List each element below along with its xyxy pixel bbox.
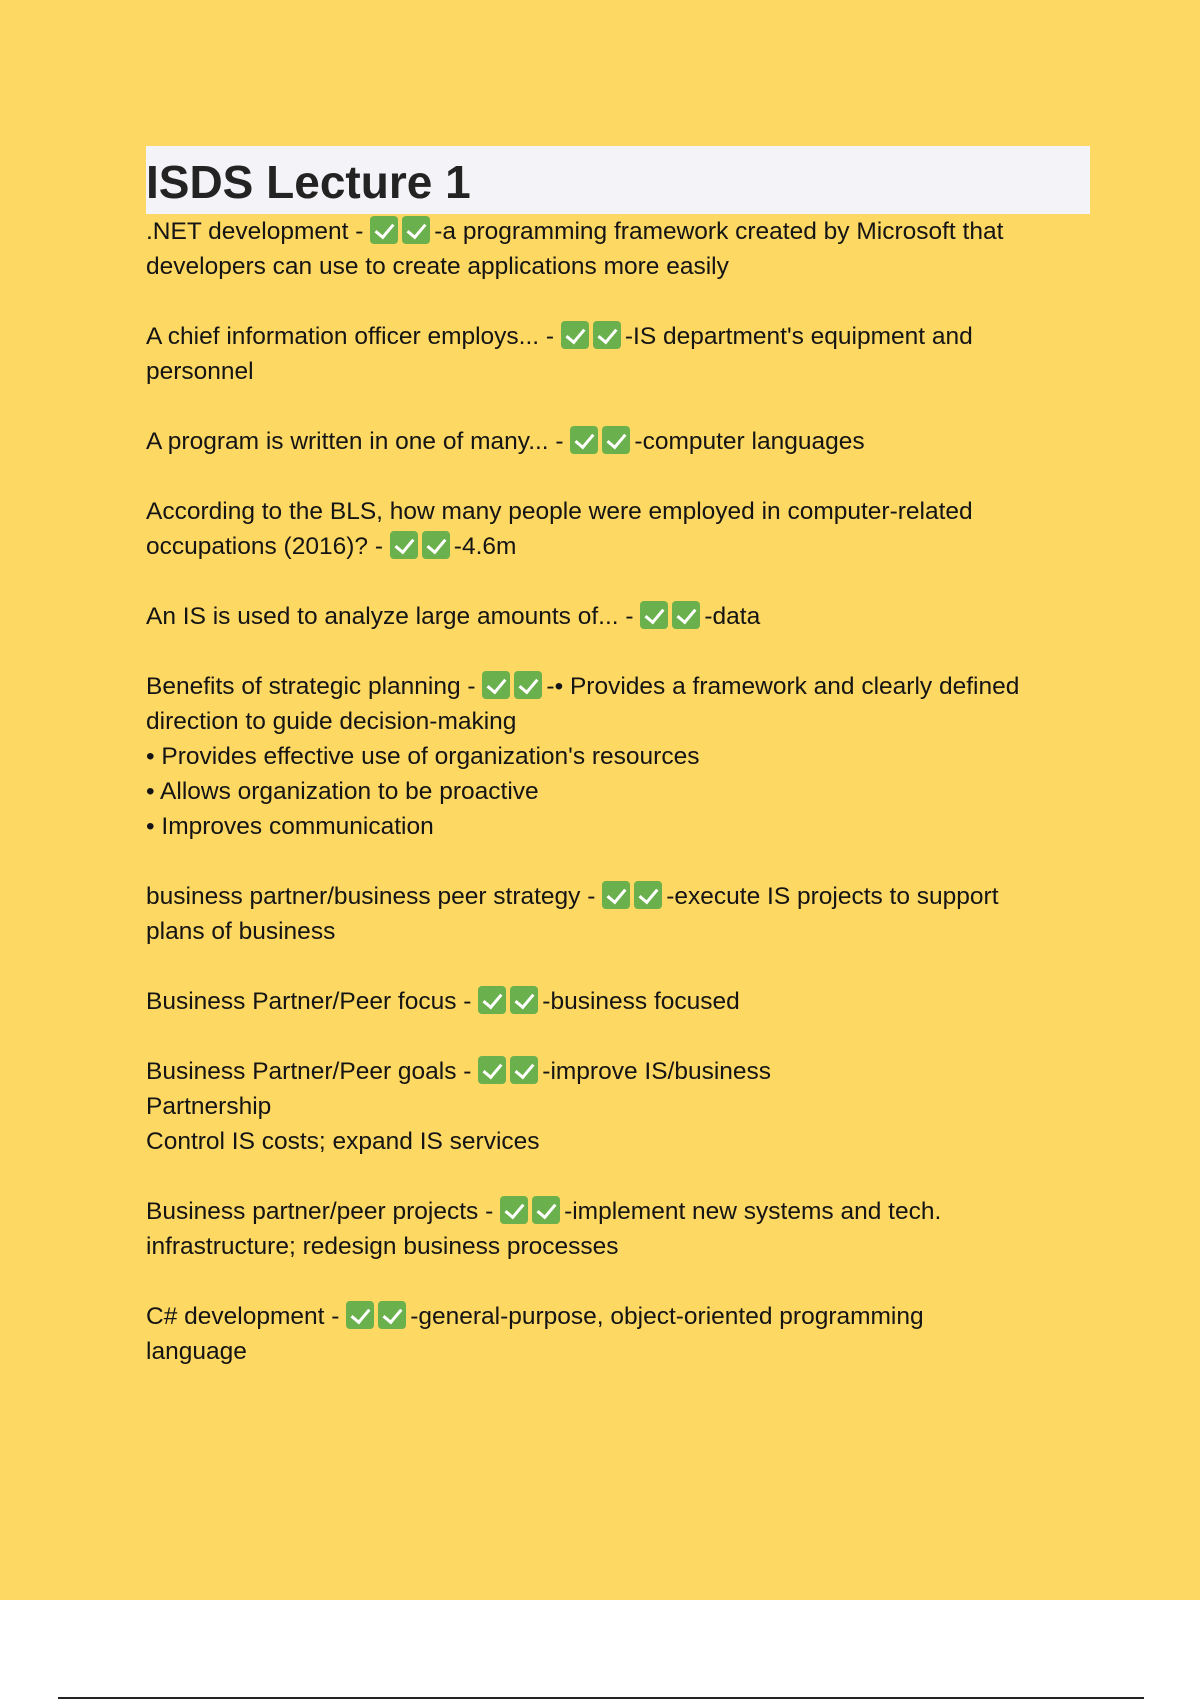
entry-answer-line: direction to guide decision-making [146,708,517,735]
answer-marker [500,1194,564,1229]
check-mark-icon [378,1301,406,1329]
entry-answer-line: implement new systems and tech. [572,1198,942,1225]
flashcard-entry [146,879,1090,949]
entry-answer-line: developers can use to create applications more easily [146,253,729,280]
flashcard-entry [146,669,1090,844]
check-mark-icon [478,986,506,1014]
entry-term: An IS is used to analyze large amounts of... - [146,603,641,630]
entry-answer-line: infrastructure; redesign business processes [146,1233,619,1260]
answer-separator: - [542,988,551,1015]
check-mark-icon [532,1196,560,1224]
check-mark-icon [561,321,589,349]
answer-marker [346,1299,410,1334]
answer-marker [482,669,546,704]
flashcard-entry [146,1054,1090,1159]
answer-separator: - [624,323,634,350]
answer-separator: - [542,1058,551,1085]
entry-first-line [146,494,1090,564]
flashcard-entry [146,214,1090,284]
entry-answer-line: personnel [146,358,254,385]
entry-term: C# development - [146,1303,347,1330]
entry-first-line [146,984,1090,1019]
answer-separator: - [634,428,643,455]
entry-term: A program is written in one of many... - [146,428,571,455]
answer-separator: - [704,603,713,630]
entry-answer-line: general-purpose, object-oriented programming [418,1303,924,1330]
entry-term: Benefits of strategic planning - [146,673,483,700]
flashcard-entry [146,319,1090,389]
answer-marker [602,879,666,914]
flashcard-entry [146,1299,1090,1369]
entry-first-line [146,879,1090,914]
entry-term: business partner/business peer strategy - [146,883,603,910]
entry-answer-line: • Provides a framework and clearly defined [554,673,1020,700]
answer-marker [561,319,625,354]
document-content [146,146,1090,1404]
answer-marker [640,599,704,634]
answer-separator: - [410,1303,419,1330]
answer-separator: - [453,533,462,560]
answer-marker [370,214,434,249]
flashcard-entry [146,984,1090,1019]
entry-answer-line: 4.6m [461,533,517,560]
entry-answer-line: • Provides effective use of organization's resources [146,743,700,770]
flashcard-entry [146,599,1090,634]
entry-answer-line: business focused [550,988,740,1015]
entry-first-line [146,319,1090,354]
check-mark-icon [402,216,430,244]
check-mark-icon [346,1301,374,1329]
check-mark-icon [514,671,542,699]
answer-separator: - [546,673,555,700]
check-mark-icon [500,1196,528,1224]
answer-separator: - [666,883,675,910]
title-bar [146,146,1090,214]
entry-first-line [146,1299,1090,1334]
entry-first-line [146,1054,1090,1089]
answer-marker [478,1054,542,1089]
entry-term: According to the BLS, how many people were employed in computer-related occupations (2016)? - [146,498,973,560]
entry-term: Business Partner/Peer focus - [146,988,479,1015]
check-mark-icon [593,321,621,349]
entry-answer-line: Partnership [146,1093,272,1120]
entry-answer-line: computer languages [642,428,865,455]
check-mark-icon [640,601,668,629]
check-mark-icon [570,426,598,454]
entry-first-line [146,669,1090,704]
entry-term: .NET development - [146,218,371,245]
entry-answer-line: plans of business [146,918,336,945]
entry-answer-line: IS department's equipment and [633,323,973,350]
entry-term: Business partner/peer projects - [146,1198,501,1225]
entry-answer-line: language [146,1338,247,1365]
entry-answer-line: execute IS projects to support [674,883,999,910]
check-mark-icon [510,986,538,1014]
entry-first-line [146,424,1090,459]
entry-first-line [146,599,1090,634]
check-mark-icon [422,531,450,559]
check-mark-icon [482,671,510,699]
flashcard-entry [146,424,1090,459]
entry-term: Business Partner/Peer goals - [146,1058,479,1085]
entry-answer-line: a programming framework created by Microsoft that [442,218,1004,245]
entry-first-line [146,1194,1090,1229]
check-mark-icon [634,881,662,909]
check-mark-icon [390,531,418,559]
check-mark-icon [478,1056,506,1084]
entry-answer-line: improve IS/business [550,1058,772,1085]
entry-first-line [146,214,1090,249]
answer-separator: - [564,1198,573,1225]
flashcard-entry [146,1194,1090,1264]
check-mark-icon [602,881,630,909]
answer-separator: - [434,218,443,245]
entry-term: A chief information officer employs... - [146,323,561,350]
entry-answer-line: data [712,603,761,630]
check-mark-icon [510,1056,538,1084]
entry-answer-line: Control IS costs; expand IS services [146,1128,540,1155]
check-mark-icon [672,601,700,629]
flashcard-list [146,214,1090,1369]
entry-answer-line: • Improves communication [146,813,434,840]
check-mark-icon [602,426,630,454]
document-title: ISDS Lecture 1 [146,156,471,208]
flashcard-entry [146,494,1090,564]
entry-answer-line: • Allows organization to be proactive [146,778,539,805]
answer-marker [390,529,454,564]
answer-marker [478,984,542,1019]
check-mark-icon [370,216,398,244]
footer-divider [58,1697,1144,1699]
answer-marker [570,424,634,459]
